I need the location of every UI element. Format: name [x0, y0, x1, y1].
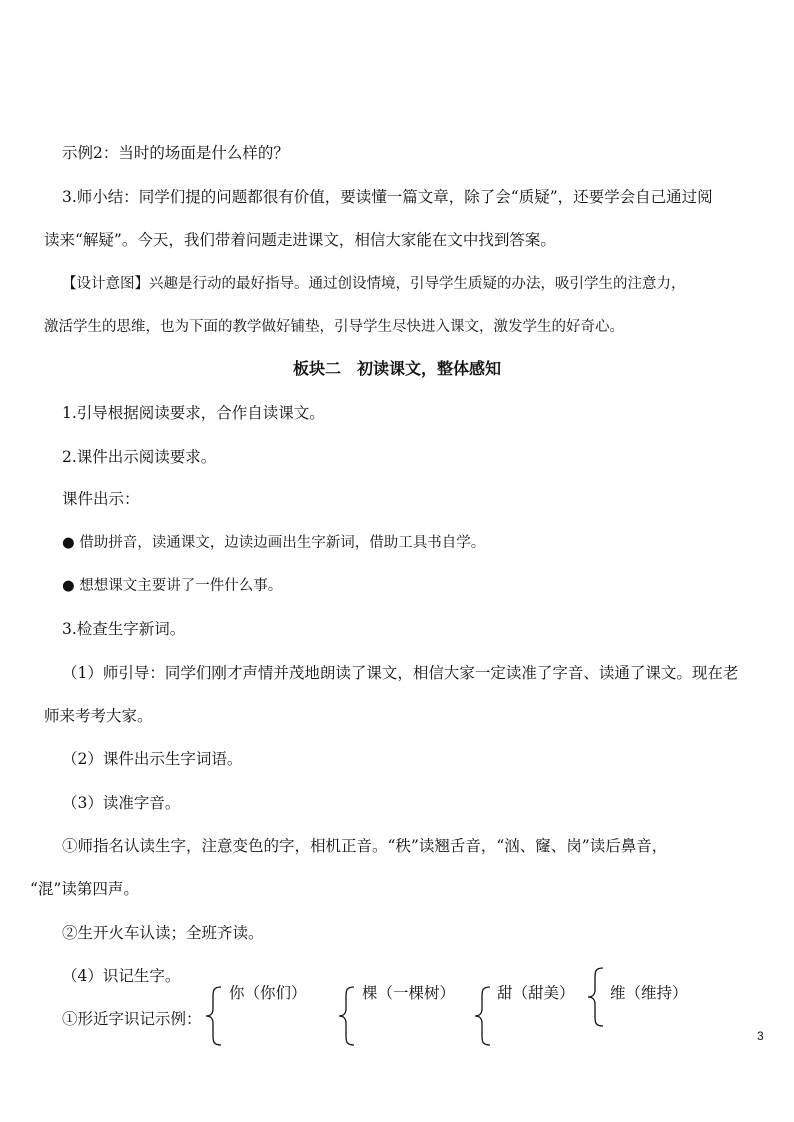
- paragraph-summary-line2: 读来“解疑”。今天，我们带着问题走进课文，相信大家能在文中找到答案。: [44, 231, 556, 249]
- body-line: “混”读第四声。: [30, 880, 139, 898]
- curly-brace-icon: [472, 985, 494, 1047]
- example-word: 甜（甜美）: [497, 984, 575, 1002]
- body-line: ①师指名认读生字，注意变色的字，相机正音。“秩”读翘舌音，“汹、窿、岗”读后鼻音，: [62, 837, 668, 855]
- body-line: （2）课件出示生字词语。: [62, 750, 243, 768]
- body-line: 2.课件出示阅读要求。: [62, 448, 217, 466]
- curly-brace-icon: [203, 985, 225, 1047]
- curly-brace-icon: [336, 985, 358, 1047]
- example-word: 维（维持）: [610, 984, 688, 1002]
- paragraph-summary-line1: 3.师小结：同学们提的问题都很有价值，要读懂一篇文章，除了会“质疑”，还要学会自己通过阅: [62, 188, 713, 206]
- body-line: 师来考考大家。: [44, 707, 153, 725]
- design-intent-line1: 【设计意图】兴趣是行动的最好指导。通过创设情境，引导学生质疑的办法，吸引学生的注意力，: [62, 276, 686, 292]
- bullet-item: ● 想想课文主要讲了一件什么事。: [62, 578, 283, 594]
- example-word: 你（你们）: [229, 984, 307, 1002]
- body-line: 1.引导根据阅读要求，合作自读课文。: [62, 404, 325, 422]
- section-heading: 板块二 初读课文，整体感知: [292, 359, 501, 378]
- example-word: 棵（一棵树）: [362, 984, 456, 1002]
- design-intent-line2: 激活学生的思维，也为下面的教学做好铺垫，引导学生尽快进入课文，激发学生的好奇心。: [44, 319, 624, 335]
- body-line: 课件出示：: [62, 490, 140, 508]
- bullet-item: ● 借助拼音，读通课文，边读边画出生字新词，借助工具书自学。: [62, 535, 486, 551]
- curly-brace-icon: [585, 966, 607, 1028]
- body-line: （4）识记生字。: [62, 967, 181, 985]
- body-line: （3）读准字音。: [62, 794, 181, 812]
- example-label: ①形近字识记示例：: [62, 1010, 202, 1028]
- page-number: 3: [757, 1029, 764, 1043]
- body-line: 3.检查生字新词。: [62, 620, 186, 638]
- body-line: ②生开火车认读；全班齐读。: [62, 924, 264, 942]
- paragraph-example-2: 示例2：当时的场面是什么样的？: [62, 144, 289, 162]
- body-line: （1）师引导：同学们刚才声情并茂地朗读了课文，相信大家一定读准了字音、读通了课文。现在老: [62, 664, 739, 682]
